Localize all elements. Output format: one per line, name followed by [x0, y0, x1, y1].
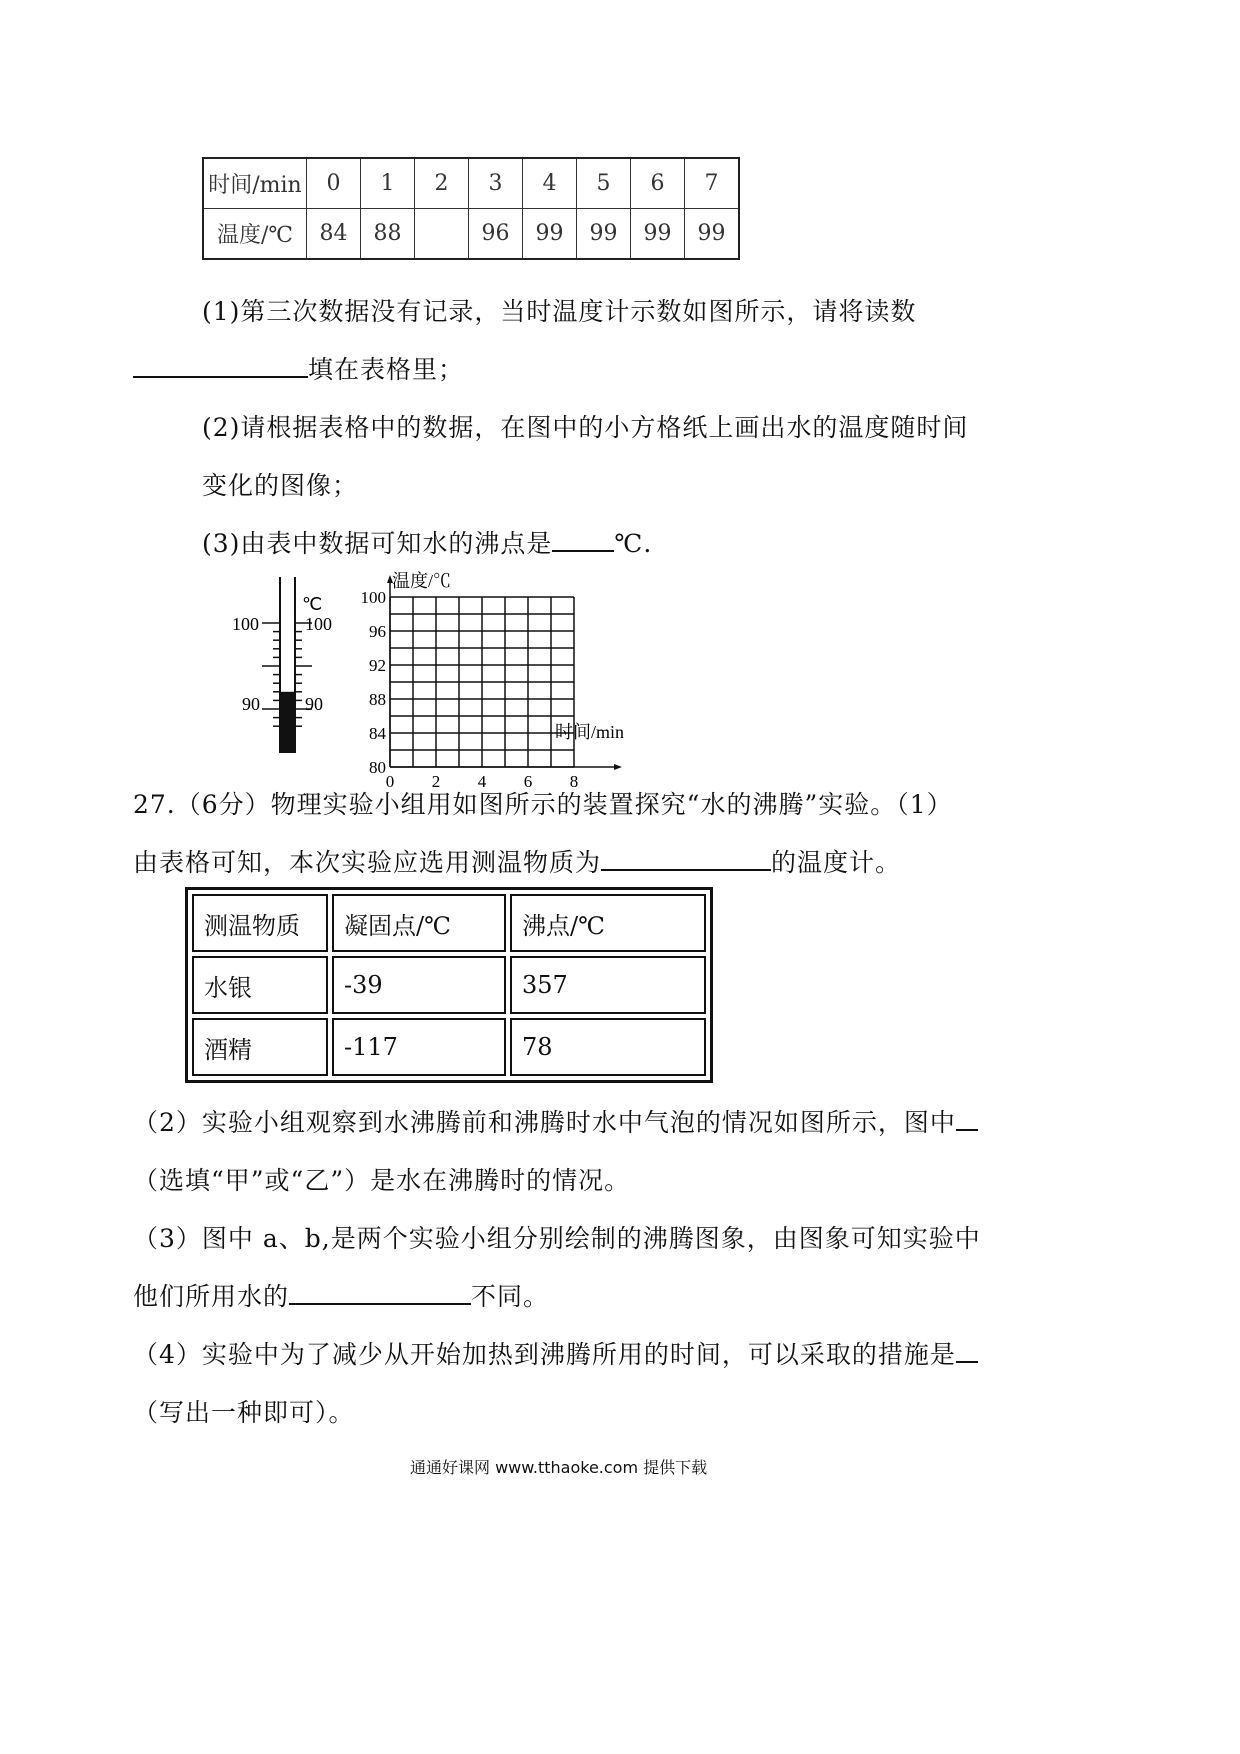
- text: 由表格可知，本次实验应选用测温物质为: [133, 848, 602, 877]
- table-cell: 96: [469, 209, 523, 260]
- y-tick-label: 96: [369, 622, 386, 641]
- tick-label: 90: [305, 694, 323, 714]
- text: 的温度计。: [771, 848, 902, 877]
- table-cell: 1: [361, 158, 415, 209]
- text: （4）实验中为了减少从开始加热到沸腾所用的时间，可以采取的措施是: [133, 1340, 956, 1369]
- figure-thermometer-and-grid: [220, 565, 670, 791]
- answer-blank[interactable]: [552, 528, 614, 552]
- table-cell: 99: [631, 209, 685, 260]
- y-tick-label: 92: [369, 656, 386, 675]
- table-row: [203, 209, 739, 260]
- x-tick-label: 2: [431, 772, 441, 791]
- question-1: (1)第三次数据没有记录，当时温度计示数如图所示，请将读数: [202, 297, 917, 326]
- question-2: (2)请根据表格中的数据，在图中的小方格纸上画出水的温度随时间: [202, 413, 969, 442]
- table-row: [203, 158, 739, 209]
- tick-label: 90: [242, 694, 260, 714]
- table-cell: 5: [577, 158, 631, 209]
- text: ℃.: [614, 529, 653, 558]
- thermometer: [232, 577, 332, 753]
- answer-blank[interactable]: [289, 1281, 471, 1305]
- table-cell: [415, 209, 469, 260]
- footer: 通通好课网 www.tthaoke.com 提供下载: [410, 1458, 708, 1477]
- table-row: [192, 956, 706, 1014]
- y-tick-label: 88: [369, 690, 386, 709]
- table-header: 沸点/℃: [510, 894, 706, 952]
- x-axis-label: 时间/min: [555, 722, 625, 742]
- y-tick-label: 84: [369, 724, 386, 743]
- question-1-cont: [133, 350, 464, 386]
- y-tick-label: 100: [360, 588, 386, 607]
- text: 他们所用水的: [133, 1282, 290, 1311]
- table-cell: 78: [510, 1018, 706, 1076]
- temperature-time-table: [202, 157, 740, 260]
- question-27: 27.（6分）物理实验小组用如图所示的装置探究“水的沸腾”实验。（1）: [133, 790, 953, 819]
- question-27-4: [133, 1335, 978, 1371]
- answer-blank[interactable]: [956, 1107, 978, 1131]
- tick-label: 100: [232, 614, 259, 634]
- question-27-3-cont: [133, 1277, 549, 1313]
- table-row: [192, 1018, 706, 1076]
- table-cell: 4: [523, 158, 577, 209]
- table-cell: 99: [685, 209, 740, 260]
- answer-blank[interactable]: [133, 354, 308, 378]
- x-tick-label: 4: [477, 772, 487, 791]
- table-row: [192, 894, 706, 952]
- table-cell: 88: [361, 209, 415, 260]
- table-cell: -39: [332, 956, 506, 1014]
- table-cell: -117: [332, 1018, 506, 1076]
- table-header: 凝固点/℃: [332, 894, 506, 952]
- table-header: 温度/℃: [203, 209, 307, 260]
- text: （2）实验小组观察到水沸腾前和沸腾时水中气泡的情况如图所示，图中: [133, 1108, 956, 1137]
- x-tick-label: 6: [523, 772, 533, 791]
- mercury-column: [280, 692, 295, 753]
- table-header: 测温物质: [192, 894, 328, 952]
- table-header: 时间/min: [203, 158, 307, 209]
- x-tick-label: 8: [569, 772, 579, 791]
- question-27-1: [133, 843, 901, 879]
- unit-label: ℃: [302, 594, 323, 614]
- text: 不同。: [471, 1282, 550, 1311]
- table-cell: 3: [469, 158, 523, 209]
- text: (3)由表中数据可知水的沸点是: [202, 529, 553, 558]
- answer-blank[interactable]: [956, 1339, 978, 1363]
- question-27-4-cont: （写出一种即可）。: [133, 1398, 355, 1427]
- question-27-3: （3）图中 a、b,是两个实验小组分别绘制的沸腾图象，由图象可知实验中: [133, 1224, 981, 1253]
- table-cell: 357: [510, 956, 706, 1014]
- table-cell: 6: [631, 158, 685, 209]
- answer-blank[interactable]: [601, 847, 771, 871]
- table-cell: 99: [577, 209, 631, 260]
- question-27-2-cont: （选填“甲”或“乙”）是水在沸腾时的情况。: [133, 1166, 631, 1195]
- y-tick-label: 80: [369, 758, 386, 777]
- table-cell: 2: [415, 158, 469, 209]
- substance-table: [185, 887, 713, 1083]
- x-tick-label: 0: [385, 772, 395, 791]
- table-cell: 99: [523, 209, 577, 260]
- tick-label: 100: [305, 614, 332, 634]
- arrow-icon: [614, 764, 622, 770]
- question-2-cont: 变化的图像；: [202, 471, 359, 500]
- text: 填在表格里；: [308, 355, 465, 384]
- y-axis-label: 温度/℃: [392, 571, 452, 591]
- table-cell: 7: [685, 158, 740, 209]
- table-cell: 酒精: [192, 1018, 328, 1076]
- table-cell: 84: [307, 209, 361, 260]
- table-cell: 水银: [192, 956, 328, 1014]
- question-27-2: [133, 1103, 978, 1139]
- table-cell: 0: [307, 158, 361, 209]
- question-3: [202, 524, 652, 560]
